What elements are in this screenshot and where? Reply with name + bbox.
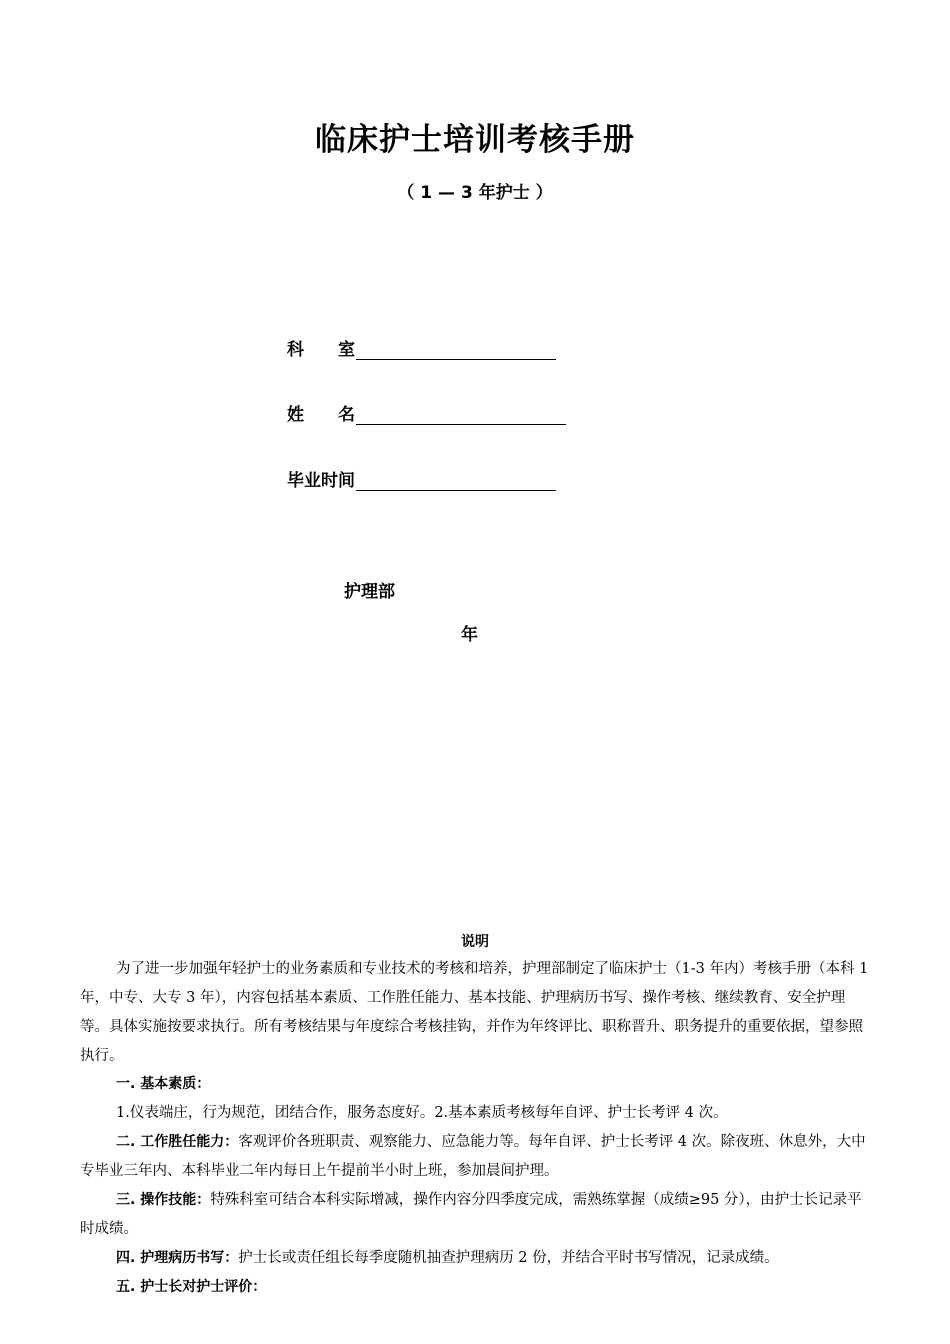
name-label: 姓 名 [287, 405, 355, 425]
instructions-heading: 说明 [461, 934, 489, 950]
section-basic-quality-title [80, 1070, 870, 1099]
graduation-time-blank [356, 472, 556, 491]
section-text: 客观评价各班职责、观察能力、应急能力等。每年自评、护士长考评 4 次。除夜班、休息外，大中专毕业三年内、本科毕业二年内每日上午提前半小时上班，参加晨间护理。 [80, 1134, 866, 1179]
nursing-department: 护理部 [344, 582, 395, 602]
graduation-time-label: 毕业时间 [287, 471, 355, 491]
year-label: 年 [461, 625, 478, 645]
section-title: 二. 工作胜任能力： [116, 1134, 239, 1150]
section-text: 1.仪表端庄，行为规范，团结合作，服务态度好。2.基本素质考核每年自评、护士长考评 4 次。 [116, 1105, 728, 1121]
document-title: 临床护士培训考核手册 [315, 122, 635, 158]
document-subtitle: （ 1 — 3 年护士 ） [397, 183, 553, 203]
section-basic-quality-text [80, 1099, 870, 1128]
department-label: 科 室 [287, 340, 355, 360]
section-title: 三. 操作技能： [116, 1192, 211, 1208]
section-text: 护士长或责任组长每季度随机抽查护理病历 2 份，并结合平时书写情况，记录成绩。 [238, 1250, 779, 1266]
section-head-nurse-evaluation [80, 1273, 870, 1302]
section-text: 特殊科室可结合本科实际增减，操作内容分四季度完成，需熟练掌握（成绩≥95 分），由护士长记录平时成绩。 [80, 1192, 862, 1237]
section-title: 一. 基本素质： [116, 1076, 211, 1092]
name-blank [356, 406, 566, 425]
section-work-competence [80, 1128, 870, 1186]
section-title: 五. 护士长对护士评价： [116, 1279, 267, 1295]
section-operation-skills [80, 1186, 870, 1244]
graduation-time-field [287, 466, 556, 491]
name-field [287, 400, 566, 425]
department-blank [356, 341, 556, 360]
section-nursing-records [80, 1244, 870, 1273]
department-field [287, 335, 556, 360]
section-title: 四. 护理病历书写： [116, 1250, 239, 1266]
instructions-intro: 为了进一步加强年轻护士的业务素质和专业技术的考核和培养，护理部制定了临床护士（1-3 年内）考核手册（本科 1 年，中专、大专 3 年），内容包括基本素质、工作胜任能力、基本技能、护理病历书写、操作考核、继续教育、安全护理等。具体实施按要求执行。所有考核结果与年度综合考核挂钩，并作为年终评比、职称晋升、职务提升的重要依据，望参照执行。 [80, 961, 869, 1064]
